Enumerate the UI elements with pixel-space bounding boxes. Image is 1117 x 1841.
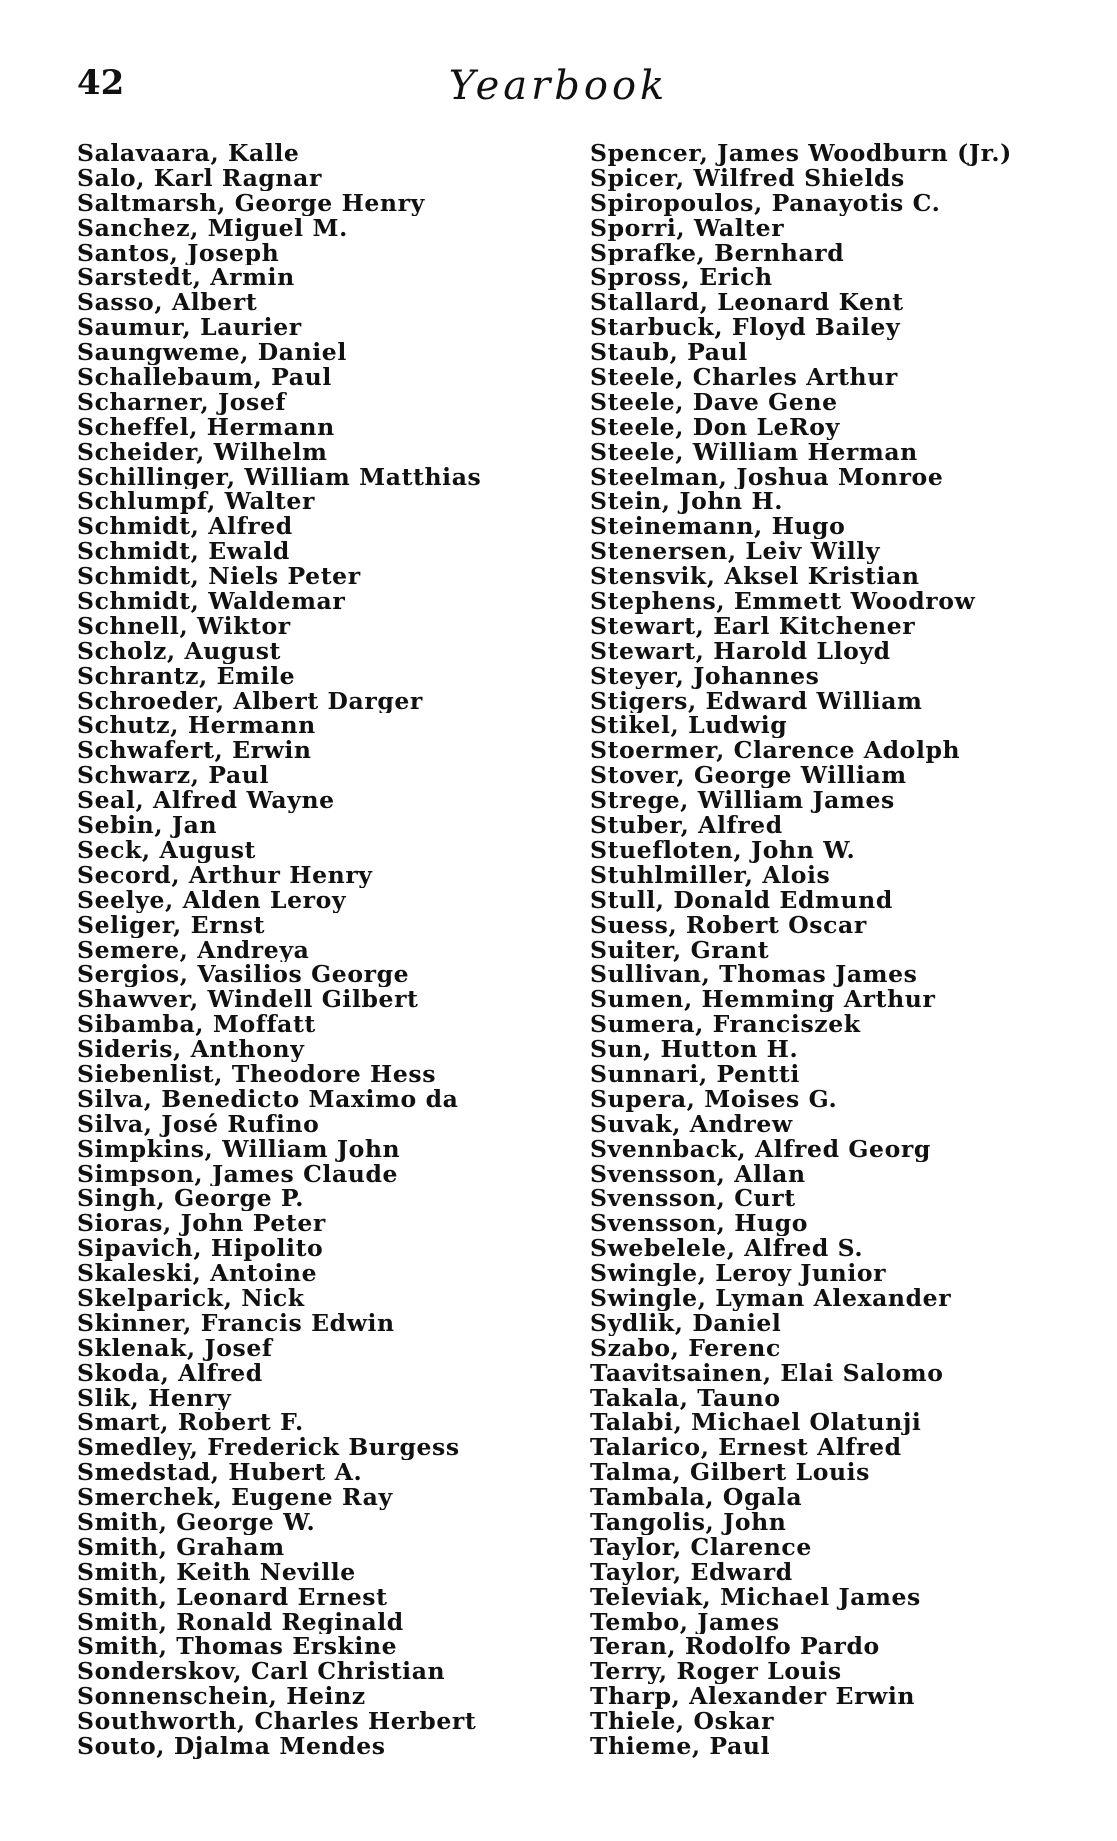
name-entry: Smith, Ronald Reginald <box>77 1609 404 1635</box>
name-entry: Svensson, Allan <box>590 1161 806 1187</box>
name-entry: Silva, Benedicto Maximo da <box>77 1086 459 1112</box>
name-entry: Starbuck, Floyd Bailey <box>590 315 901 341</box>
name-entry: Tambala, Ogala <box>590 1485 803 1510</box>
name-entry: Skinner, Francis Edwin <box>77 1310 395 1336</box>
name-entry: Saungweme, Daniel <box>77 340 347 366</box>
name-entry: Seelye, Alden Leroy <box>77 887 347 913</box>
name-entry: Stewart, Harold Lloyd <box>590 638 891 664</box>
name-entry: Swingle, Leroy Junior <box>590 1261 887 1286</box>
name-entry: Simpson, James Claude <box>77 1161 399 1187</box>
name-entry: Stigers, Edward William <box>590 688 923 714</box>
name-entry: Schutz, Hermann <box>77 713 316 739</box>
name-entry: Steelman, Joshua Monroe <box>590 464 944 490</box>
name-column-right <box>590 141 1090 1759</box>
name-entry: Sioras, John Peter <box>77 1211 326 1237</box>
name-entry: Talabi, Michael Olatunji <box>590 1410 922 1436</box>
name-entry: Stuber, Alfred <box>590 813 783 838</box>
name-entry: Stein, John H. <box>590 489 784 515</box>
name-entry: Taylor, Edward <box>590 1559 793 1585</box>
name-entry: Sklenak, Josef <box>77 1335 273 1361</box>
name-entry: Strege, William James <box>590 788 895 814</box>
name-entry: Silva, José Rufino <box>77 1111 320 1137</box>
name-entry: Stuhlmiller, Alois <box>590 862 831 888</box>
name-entry: Spicer, Wilfred Shields <box>590 165 905 191</box>
name-entry: Schmidt, Waldemar <box>77 589 346 614</box>
name-entry: Sipavich, Hipolito <box>77 1236 324 1262</box>
name-entry: Sunnari, Pentti <box>590 1061 800 1087</box>
name-entry: Sporri, Walter <box>590 215 785 241</box>
name-entry: Slik, Henry <box>77 1385 232 1411</box>
name-entry: Sebin, Jan <box>77 813 218 838</box>
name-entry: Thiele, Oskar <box>590 1709 775 1734</box>
name-entry: Schmidt, Niels Peter <box>77 564 361 590</box>
name-entry: Skoda, Alfred <box>77 1360 263 1386</box>
name-entry: Televiak, Michael James <box>590 1584 921 1610</box>
name-entry: Takala, Tauno <box>590 1385 781 1411</box>
name-entry: Spencer, James Woodburn (Jr.) <box>590 141 1012 166</box>
name-entry: Seal, Alfred Wayne <box>77 788 335 814</box>
name-entry: Sarstedt, Armin <box>77 265 295 291</box>
name-entry: Schallebaum, Paul <box>77 365 332 390</box>
name-entry: Szabo, Ferenc <box>590 1335 781 1361</box>
name-entry: Semere, Andreya <box>77 937 310 963</box>
name-entry: Schwafert, Erwin <box>77 738 312 764</box>
name-entry: Thieme, Paul <box>590 1734 771 1759</box>
name-entry: Sideris, Anthony <box>77 1037 305 1062</box>
name-entry: Svensson, Hugo <box>590 1211 809 1237</box>
name-entry: Smerchek, Eugene Ray <box>77 1485 393 1510</box>
name-entry: Sasso, Albert <box>77 290 258 316</box>
name-entry: Talarico, Ernest Alfred <box>590 1435 902 1461</box>
name-entry: Scholz, August <box>77 638 281 664</box>
name-entry: Sprafke, Bernhard <box>590 240 845 266</box>
name-entry: Skaleski, Antoine <box>77 1261 318 1286</box>
name-entry: Santos, Joseph <box>77 240 280 266</box>
name-entry: Scheider, Wilhelm <box>77 439 328 465</box>
name-entry: Secord, Arthur Henry <box>77 862 373 888</box>
name-entry: Stuefloten, John W. <box>590 837 856 863</box>
name-entry: Schmidt, Alfred <box>77 514 293 540</box>
name-entry: Supera, Moises G. <box>590 1086 838 1112</box>
name-entry: Stoermer, Clarence Adolph <box>590 738 961 764</box>
name-entry: Smith, Graham <box>77 1534 285 1560</box>
name-entry: Smedstad, Hubert A. <box>77 1460 363 1486</box>
name-entry: Saltmarsh, George Henry <box>77 190 425 216</box>
name-entry: Stensvik, Aksel Kristian <box>590 564 920 590</box>
name-entry: Salavaara, Kalle <box>77 141 300 166</box>
name-entry: Saumur, Laurier <box>77 315 302 341</box>
name-entry: Swingle, Lyman Alexander <box>590 1285 952 1311</box>
name-entry: Steele, William Herman <box>590 439 918 465</box>
name-entry: Taavitsainen, Elai Salomo <box>590 1360 944 1386</box>
name-entry: Southworth, Charles Herbert <box>77 1709 477 1734</box>
name-entry: Suess, Robert Oscar <box>590 912 867 938</box>
name-entry: Teran, Rodolfo Pardo <box>590 1634 880 1660</box>
name-entry: Stikel, Ludwig <box>590 713 788 739</box>
name-entry: Sanchez, Miguel M. <box>77 215 348 241</box>
name-entry: Stull, Donald Edmund <box>590 887 893 913</box>
name-entry: Tangolis, John <box>590 1509 787 1535</box>
name-entry: Souto, Djalma Mendes <box>77 1734 386 1759</box>
name-entry: Suiter, Grant <box>590 937 770 963</box>
name-entry: Sullivan, Thomas James <box>590 962 918 988</box>
name-entry: Singh, George P. <box>77 1186 305 1212</box>
name-entry: Scheffel, Hermann <box>77 414 335 440</box>
name-entry: Stephens, Emmett Woodrow <box>590 589 976 614</box>
name-entry: Smith, Leonard Ernest <box>77 1584 388 1610</box>
name-entry: Staub, Paul <box>590 340 748 366</box>
name-entry: Svensson, Curt <box>590 1186 796 1212</box>
name-entry: Shawver, Windell Gilbert <box>77 987 419 1013</box>
page-number: 42 <box>77 63 125 103</box>
name-entry: Scharner, Josef <box>77 389 287 415</box>
name-entry: Stallard, Leonard Kent <box>590 290 904 316</box>
name-entry: Schlumpf, Walter <box>77 489 315 515</box>
name-entry: Tharp, Alexander Erwin <box>590 1684 916 1710</box>
name-entry: Stover, George William <box>590 763 907 789</box>
name-entry: Schrantz, Emile <box>77 663 296 689</box>
name-column-left <box>77 141 547 1759</box>
name-entry: Seliger, Ernst <box>77 912 266 938</box>
name-entry: Steyer, Johannes <box>590 663 820 689</box>
name-entry: Stewart, Earl Kitchener <box>590 613 916 639</box>
name-entry: Steele, Charles Arthur <box>590 365 898 390</box>
name-entry: Siebenlist, Theodore Hess <box>77 1061 437 1087</box>
name-entry: Talma, Gilbert Louis <box>590 1460 871 1486</box>
name-entry: Stenersen, Leiv Willy <box>590 539 881 565</box>
name-entry: Sonnenschein, Heinz <box>77 1684 366 1710</box>
name-entry: Simpkins, William John <box>77 1136 401 1162</box>
name-entry: Sonderskov, Carl Christian <box>77 1659 446 1685</box>
name-entry: Schroeder, Albert Darger <box>77 688 423 714</box>
name-entry: Schnell, Wiktor <box>77 613 291 639</box>
name-entry: Terry, Roger Louis <box>590 1659 842 1685</box>
name-entry: Smith, George W. <box>77 1509 316 1535</box>
name-entry: Schmidt, Ewald <box>77 539 290 565</box>
name-entry: Smith, Thomas Erskine <box>77 1634 398 1660</box>
running-title: Yearbook <box>448 63 669 109</box>
name-entry: Smart, Robert F. <box>77 1410 304 1436</box>
name-entry: Spiropoulos, Panayotis C. <box>590 190 941 216</box>
name-entry: Svennback, Alfred Georg <box>590 1136 931 1162</box>
name-entry: Sergios, Vasilios George <box>77 962 410 988</box>
name-entry: Tembo, James <box>590 1609 780 1635</box>
name-entry: Seck, August <box>77 837 256 863</box>
name-entry: Schillinger, William Matthias <box>77 464 482 490</box>
name-entry: Suvak, Andrew <box>590 1111 793 1137</box>
name-entry: Salo, Karl Ragnar <box>77 165 322 191</box>
name-entry: Taylor, Clarence <box>590 1534 812 1560</box>
name-entry: Sumera, Franciszek <box>590 1012 861 1038</box>
name-entry: Steele, Dave Gene <box>590 389 838 415</box>
name-entry: Swebelele, Alfred S. <box>590 1236 864 1262</box>
name-entry: Sydlik, Daniel <box>590 1310 782 1336</box>
name-entry: Steinemann, Hugo <box>590 514 846 540</box>
name-entry: Steele, Don LeRoy <box>590 414 840 440</box>
name-entry: Sun, Hutton H. <box>590 1037 799 1062</box>
name-entry: Smith, Keith Neville <box>77 1559 356 1585</box>
name-entry: Skelparick, Nick <box>77 1285 305 1311</box>
name-entry: Sumen, Hemming Arthur <box>590 987 936 1013</box>
name-entry: Sibamba, Moffatt <box>77 1012 316 1038</box>
name-entry: Schwarz, Paul <box>77 763 269 789</box>
name-entry: Spross, Erich <box>590 265 773 291</box>
name-entry: Smedley, Frederick Burgess <box>77 1435 460 1461</box>
